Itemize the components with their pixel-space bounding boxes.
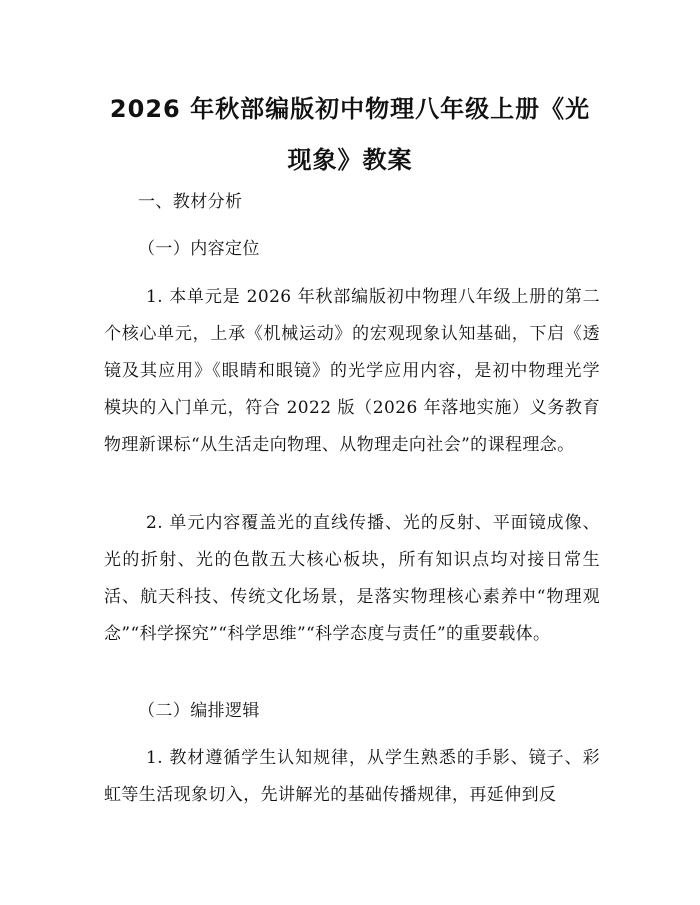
document-title: 2026 年秋部编版初中物理八年级上册《光现象》教案: [109, 95, 591, 174]
paragraph-1: 1. 本单元是 2026 年秋部编版初中物理八年级上册的第二个核心单元，上承《机械运动》的宏观现象认知基础，下启《透镜及其应用》《眼睛和眼镜》的光学应用内容，是初中物理光学模块的入门单元，符合 2022 版（2026 年落地实施）义务教育物理新课标“从生活走向物理、从物理走向社会”的课程理念。: [104, 287, 600, 455]
paragraph-3: 1. 教材遵循学生认知规律，从学生熟悉的手影、镜子、彩虹等生活现象切入，先讲解光的基础传播规律，再延伸到反: [104, 748, 600, 805]
subsection-heading-content-positioning: （一）内容定位: [138, 239, 260, 259]
section-heading-textbook-analysis: 一、教材分析: [138, 192, 243, 212]
subsection-heading-arrangement-logic: （二）编排逻辑: [138, 701, 260, 721]
paragraph-2: 2. 单元内容覆盖光的直线传播、光的反射、平面镜成像、光的折射、光的色散五大核心板块，所有知识点均对接日常生活、航天科技、传统文化场景，是落实物理核心素养中“物理观念”“科学探究”“科学思维”“科学态度与责任”的重要载体。: [104, 513, 600, 644]
